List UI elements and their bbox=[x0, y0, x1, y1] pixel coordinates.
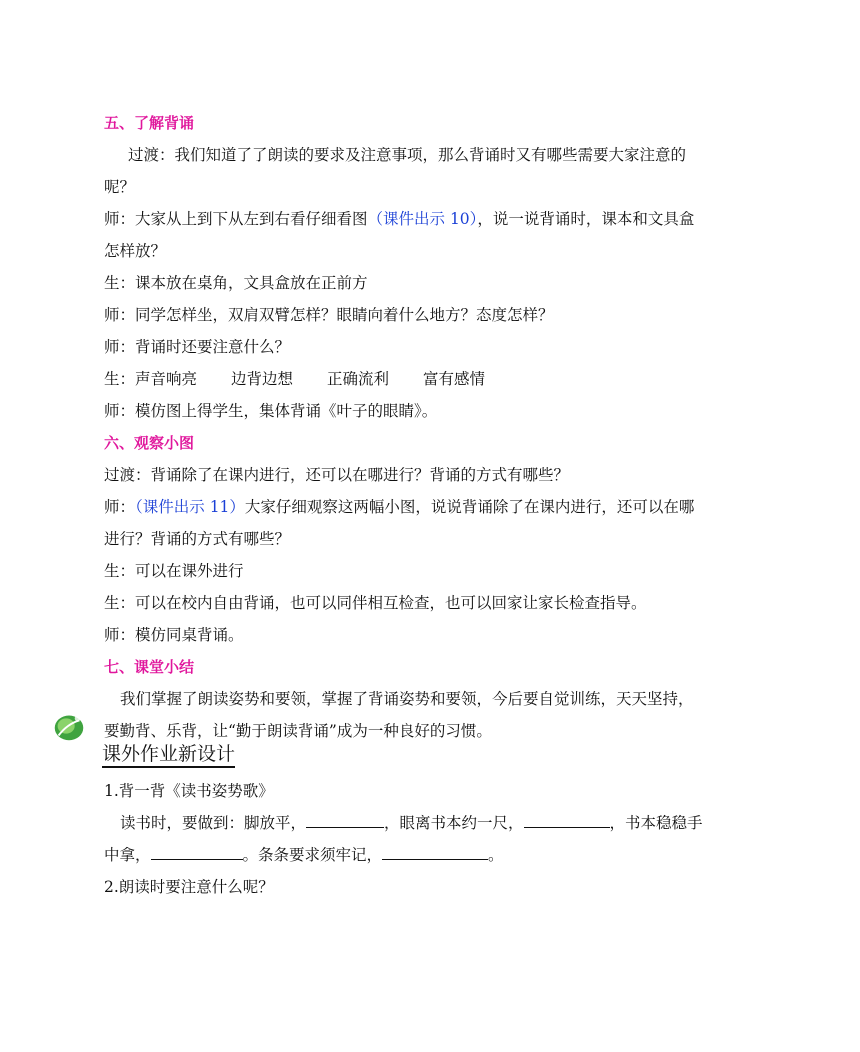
teacher-text-cont: 大家仔细观察这两幅小图，说说背诵除了在课内进行，还可以在哪 bbox=[244, 498, 695, 516]
answer-item: 边背边想 bbox=[231, 370, 294, 388]
fill-text: ，眼离书本约一尺， bbox=[384, 814, 524, 832]
answer-blank[interactable] bbox=[151, 845, 243, 860]
fill-text: 中拿， bbox=[104, 846, 151, 864]
student-answer-line bbox=[104, 369, 485, 389]
paragraph-transition: 过渡：我们知道了了朗读的要求及注意事项，那么背诵时又有哪些需要大家注意的 bbox=[128, 146, 687, 164]
student-line: 生：可以在课外进行 bbox=[104, 562, 244, 580]
summary-paragraph: 我们掌握了朗读姿势和要领，掌握了背诵姿势和要领，今后要自觉训练，天天坚持， bbox=[120, 690, 694, 708]
fill-text: 读书时，要做到：脚放平， bbox=[120, 814, 307, 832]
summary-paragraph-cont: 要勤背、乐背，让“勤于朗读背诵”成为一种良好的习惯。 bbox=[104, 722, 492, 740]
teacher-line: 师：模仿图上得学生，集体背诵《叶子的眼睛》。 bbox=[104, 402, 438, 420]
paragraph-transition: 过渡：背诵除了在课内进行，还可以在哪进行？背诵的方式有哪些？ bbox=[104, 466, 570, 484]
teacher-line: 师：模仿同桌背诵。 bbox=[104, 626, 244, 644]
teacher-line-cont: 进行？背诵的方式有哪些？ bbox=[104, 530, 291, 548]
homework-question-2: 2.朗读时要注意什么呢？ bbox=[104, 878, 274, 896]
answer-item: 正确流利 bbox=[327, 370, 390, 388]
teacher-text: 师： bbox=[104, 498, 136, 516]
teacher-line: 师：背诵时还要注意什么？ bbox=[104, 338, 291, 356]
section-heading-5: 五、了解背诵 bbox=[104, 114, 195, 132]
student-line: 生：可以在校内自由背诵，也可以同伴相互检查，也可以回家让家长检查指导。 bbox=[104, 594, 647, 612]
teacher-line: 师：同学怎样坐，双肩双臂怎样？眼睛向着什么地方？态度怎样？ bbox=[104, 306, 554, 324]
section-heading-6: 六、观察小图 bbox=[104, 434, 195, 452]
courseware-reference: （课件出示 11） bbox=[135, 498, 245, 516]
answer-item: 富有感情 bbox=[423, 370, 486, 388]
answer-item: 生：声音响亮 bbox=[104, 370, 198, 388]
section-heading-7: 七、课堂小结 bbox=[104, 658, 195, 676]
fill-text: 。条条要求须牢记， bbox=[242, 846, 383, 864]
teacher-text-cont: ，说一说背诵时，课本和文具盒 bbox=[477, 210, 695, 228]
paragraph-transition-cont: 呢？ bbox=[104, 178, 136, 196]
answer-blank[interactable] bbox=[306, 813, 384, 828]
fill-text: ，书本稳稳手 bbox=[609, 814, 703, 832]
fill-in-line bbox=[120, 813, 703, 833]
fill-in-line bbox=[104, 845, 504, 865]
leaf-icon bbox=[50, 707, 88, 745]
student-line: 生：课本放在桌角，文具盒放在正前方 bbox=[104, 274, 368, 292]
homework-question-1: 1.背一背《读书姿势歌》 bbox=[104, 782, 274, 800]
answer-blank[interactable] bbox=[382, 845, 488, 860]
teacher-line-cont: 怎样放？ bbox=[104, 242, 167, 260]
fill-text: 。 bbox=[488, 846, 504, 864]
teacher-line bbox=[104, 497, 694, 517]
teacher-line bbox=[104, 209, 694, 229]
homework-title: 课外作业新设计 bbox=[102, 742, 235, 768]
answer-blank[interactable] bbox=[524, 813, 610, 828]
courseware-reference: （课件出示 10） bbox=[367, 210, 478, 228]
teacher-text: 师：大家从上到下从左到右看仔细看图 bbox=[104, 210, 368, 228]
